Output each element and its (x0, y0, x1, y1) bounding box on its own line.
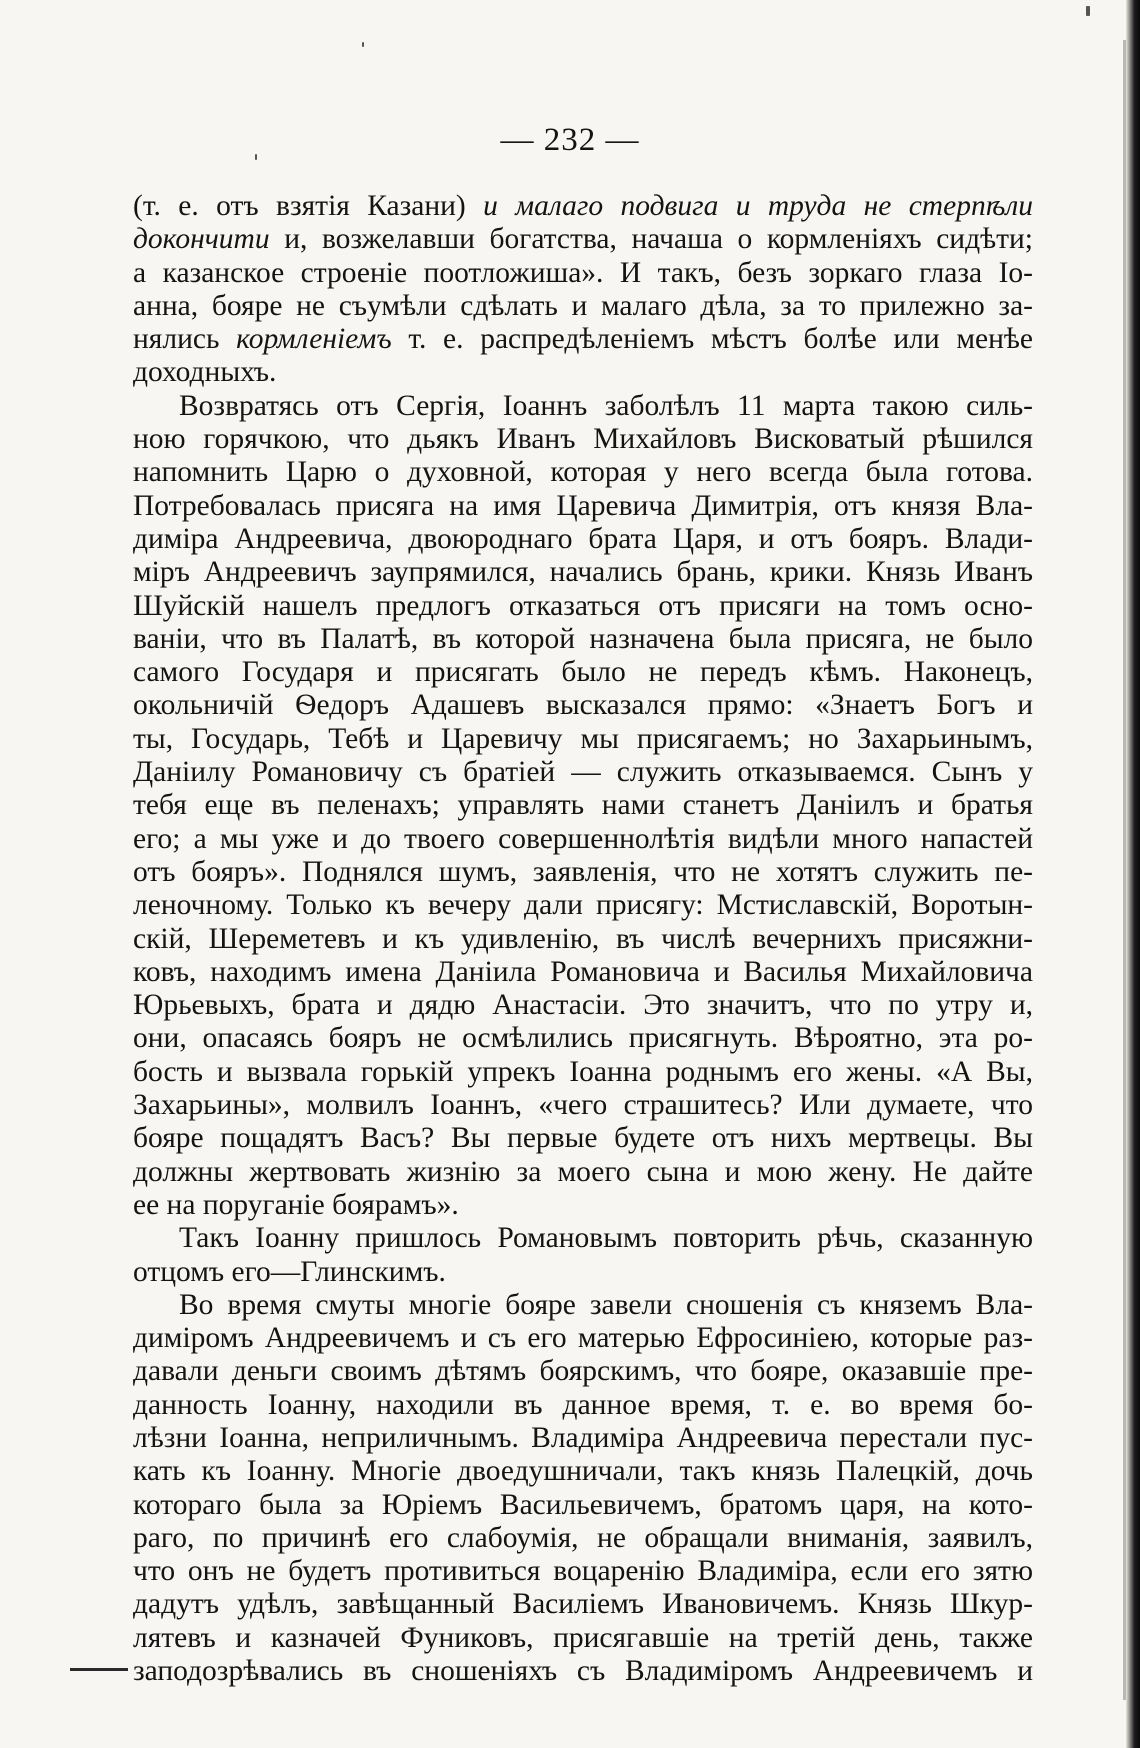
text-line: должны жертвовать жизнію за моего сына и мою жену. Не дайте (133, 1155, 1033, 1188)
text-line-plain: нялись (133, 323, 237, 356)
text-line: кать къ Іоанну. Многіе двоедушничали, такъ князь Палецкій, дочь (133, 1455, 1033, 1488)
scan-page-edge (1126, 0, 1140, 1748)
paragraph-start: Во время смуты многіе бояре завели сношенія съ княземъ Вла- (179, 1288, 1033, 1321)
text-line: Юрьевыхъ, брата и дядю Анастасіи. Это значитъ, что по утру и, (133, 989, 1033, 1022)
text-line: доходныхъ. (133, 356, 277, 389)
italic-phrase: и малаго подвига и труда не стерпѣли (483, 190, 1033, 222)
text-line: его; а мы уже и до твоего совершеннолѣтія видѣли много напастей (133, 822, 1033, 855)
text-line: напомнить Царю о духовной, которая у него всегда была готова. (133, 456, 1033, 489)
text-line: бояре пощадятъ Васъ? Вы первые будете отъ нихъ мертвецы. Вы (133, 1122, 1033, 1155)
text-line-plain: (т. е. отъ взятія Казани) (133, 190, 484, 222)
text-line: данность Іоанну, находили въ данное время, т. е. во время бо- (133, 1388, 1033, 1421)
text-line-plain: т. е. распредѣленіемъ мѣстъ болѣе или менѣе (391, 323, 1033, 356)
text-line: лѣзни Іоанна, неприличнымъ. Владиміра Андреевича перестали пус- (133, 1421, 1033, 1454)
text-line: Шуйскій нашелъ предлогъ отказаться отъ присяги на томъ осно- (133, 589, 1033, 622)
italic-word: кормленіемъ (236, 323, 392, 356)
text-line: ковъ, находимъ имена Даніила Романовича и Василья Михайловича (133, 955, 1033, 988)
text-line: тебя еще въ пеленахъ; управлять нами станетъ Даніилъ и братья (133, 789, 1033, 822)
text-line: заподозрѣвались въ сношеніяхъ съ Владиміромъ Андреевичемъ и (133, 1655, 1033, 1688)
text-line: они, опасаясь бояръ не осмѣлились присягнуть. Вѣроятно, эта ро- (133, 1022, 1033, 1055)
body-text (133, 190, 1033, 1688)
text-line: окольничій Ѳедоръ Адашевъ высказался прямо: «Знаетъ Богъ и (133, 689, 1033, 722)
text-line: отъ бояръ». Поднялся шумъ, заявленія, что не хотятъ служить пе- (133, 855, 1033, 888)
text-line: давали деньги своимъ дѣтямъ боярскимъ, что бояре, оказавшіе пре- (133, 1355, 1033, 1388)
text-line: лятевъ и казначей Фуниковъ, присягавшіе на третій день, также (133, 1621, 1033, 1654)
text-line-plain: и, возжелавши богатства, начаша о кормленіяхъ сидѣти; (269, 223, 1033, 256)
italic-word: докончити (133, 223, 270, 256)
scan-speck (255, 154, 257, 160)
text-line: ее на поруганіе боярамъ». (133, 1188, 459, 1221)
text-line: котораго была за Юріемъ Васильевичемъ, братомъ царя, на кото- (133, 1488, 1033, 1521)
scan-artifact-dash (70, 1668, 128, 1671)
scan-page-shadow (1123, 40, 1126, 1700)
text-line: Потребовалась присяга на имя Царевича Димитрія, отъ князя Вла- (133, 489, 1033, 522)
text-line: диміромъ Андреевичемъ и съ его матерью Ефросиніею, которые раз- (133, 1322, 1033, 1355)
text-line: міръ Андреевичъ заупрямился, начались брань, крики. Князь Иванъ (133, 556, 1033, 589)
text-line: Даніилу Романовичу съ братіей — служить отказываемся. Сынъ у (133, 756, 1033, 789)
text-line (133, 323, 1033, 356)
scan-speck (1086, 6, 1090, 16)
text-line: дадутъ удѣлъ, завѣщанный Василіемъ Ивановичемъ. Князь Шкур- (133, 1588, 1033, 1621)
text-line: Захарьины», молвилъ Іоаннъ, «чего страшитесь? Или думаете, что (133, 1089, 1033, 1122)
text-line: леночному. Только къ вечеру дали присягу: Мстиславскій, Воротын- (133, 889, 1033, 922)
page-number: — 232 — (500, 122, 640, 158)
text-line: ты, Государь, Тебѣ и Царевичу мы присягаемъ; но Захарьинымъ, (133, 722, 1033, 755)
text-line: бость и вызвала горькій упрекъ Іоанна роднымъ его жены. «А Вы, (133, 1055, 1033, 1088)
text-line: ваніи, что въ Палатѣ, въ которой назначена была присяга, не было (133, 622, 1033, 655)
text-line: отцомъ его—Глинскимъ. (133, 1255, 446, 1288)
text-line: диміра Андреевича, двоюроднаго брата Царя, и отъ бояръ. Влади- (133, 522, 1033, 555)
text-line: анна, бояре не съумѣли сдѣлать и малаго дѣла, за то прилежно за- (133, 289, 1033, 322)
text-line: ною горячкою, что дьякъ Иванъ Михайловъ Висковатый рѣшился (133, 423, 1033, 456)
text-line: самого Государя и присягать было не передъ кѣмъ. Наконецъ, (133, 656, 1033, 689)
text-line: что онъ не будетъ противиться воцаренію Владиміра, если его зятю (133, 1555, 1033, 1588)
text-line (133, 190, 1033, 223)
text-line: раго, по причинѣ его слабоумія, не обращали вниманія, заявилъ, (133, 1521, 1033, 1554)
text-line (133, 223, 1033, 256)
paragraph-start: Такъ Іоанну пришлось Романовымъ повторить рѣчь, сказанную (179, 1222, 1033, 1255)
paragraph-start: Возвратясь отъ Сергія, Іоаннъ заболѣлъ 11 марта такою силь- (179, 389, 1033, 422)
text-line: а казанское строеніе поотложиша». И такъ, безъ зоркаго глаза Іо- (133, 256, 1033, 289)
text-line: скій, Шереметевъ и къ удивленію, въ числѣ вечернихъ присяжни- (133, 922, 1033, 955)
scan-speck (362, 42, 364, 47)
